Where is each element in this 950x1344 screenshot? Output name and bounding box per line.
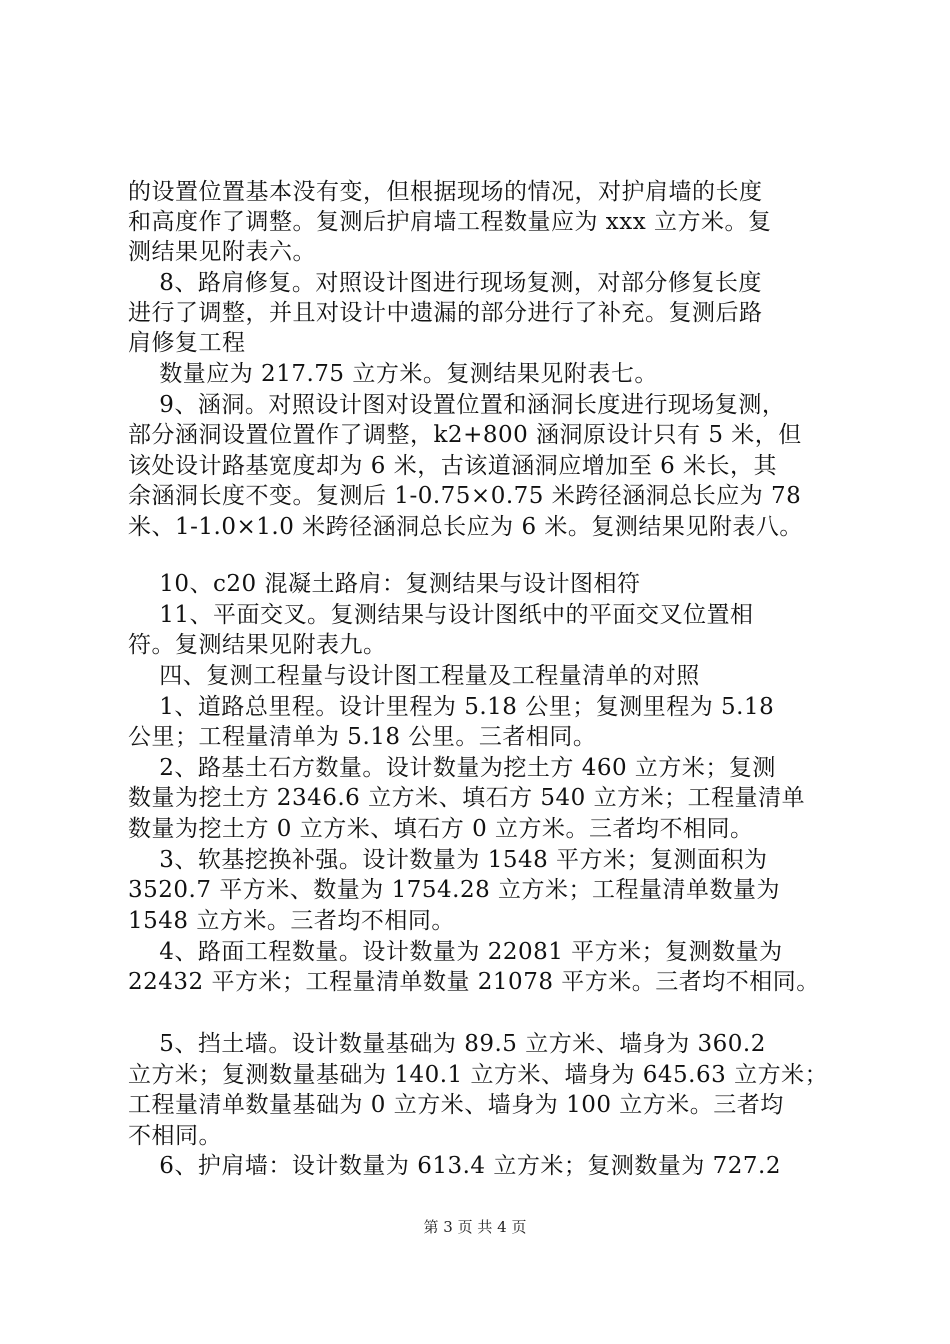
text-line: 公里；工程量清单为 5.18 公里。三者相同。 [128, 724, 597, 750]
text-line: 5、挡土墙。设计数量基础为 89.5 立方米、墙身为 360.2 [128, 1031, 766, 1057]
page-number-footer: 第 3 页 共 4 页 [423, 1218, 527, 1236]
text-line: 四、复测工程量与设计图工程量及工程量清单的对照 [128, 663, 700, 689]
text-line: 和高度作了调整。复测后护肩墙工程数量应为 xxx 立方米。复 [128, 209, 772, 235]
text-line: 部分涵洞设置位置作了调整，k2+800 涵洞原设计只有 5 米，但 [128, 422, 802, 448]
text-line: 1548 立方米。三者均不相同。 [128, 908, 455, 934]
text-line: 进行了调整，并且对设计中遗漏的部分进行了补充。复测后路 [128, 300, 763, 326]
text-line: 10、c20 混凝土路肩：复测结果与设计图相符 [128, 571, 641, 597]
text-line: 22432 平方米；工程量清单数量 21078 平方米。三者均不相同。 [128, 969, 820, 995]
text-line: 测结果见附表六。 [128, 239, 316, 265]
text-line: 11、平面交叉。复测结果与设计图纸中的平面交叉位置相 [128, 602, 754, 628]
text-line: 1、道路总里程。设计里程为 5.18 公里；复测里程为 5.18 [128, 694, 775, 720]
text-line: 4、路面工程数量。设计数量为 22081 平方米；复测数量为 [128, 939, 783, 965]
text-line: 数量为挖土方 0 立方米、填石方 0 立方米。三者均不相同。 [128, 816, 754, 842]
text-line: 6、护肩墙：设计数量为 613.4 立方米；复测数量为 727.2 [128, 1153, 781, 1179]
text-line: 数量应为 217.75 立方米。复测结果见附表七。 [128, 361, 658, 387]
text-line: 余涵洞长度不变。复测后 1-0.75×0.75 米跨径涵洞总长应为 78 [128, 483, 802, 509]
text-line: 肩修复工程 [128, 330, 246, 356]
text-line: 8、路肩修复。对照设计图进行现场复测，对部分修复长度 [128, 270, 762, 296]
text-line: 3520.7 平方米、数量为 1754.28 立方米；工程量清单数量为 [128, 877, 781, 903]
text-line: 的设置位置基本没有变，但根据现场的情况，对护肩墙的长度 [128, 179, 763, 205]
text-line: 该处设计路基宽度却为 6 米，古该道涵洞应增加至 6 米长，其 [128, 453, 778, 479]
text-line: 米、1-1.0×1.0 米跨径涵洞总长应为 6 米。复测结果见附表八。 [128, 514, 803, 540]
text-line: 不相同。 [128, 1123, 222, 1149]
text-line: 立方米；复测数量基础为 140.1 立方米、墙身为 645.63 立方米； [128, 1062, 829, 1088]
text-line: 符。复测结果见附表九。 [128, 632, 387, 658]
text-line: 工程量清单数量基础为 0 立方米、墙身为 100 立方米。三者均 [128, 1092, 784, 1118]
text-line: 数量为挖土方 2346.6 立方米、填石方 540 立方米；工程量清单 [128, 785, 806, 811]
text-line: 3、软基挖换补强。设计数量为 1548 平方米；复测面积为 [128, 847, 768, 873]
text-line: 2、路基土石方数量。设计数量为挖土方 460 立方米；复测 [128, 755, 776, 781]
text-line: 9、涵洞。对照设计图对设置位置和涵洞长度进行现场复测， [128, 392, 786, 418]
